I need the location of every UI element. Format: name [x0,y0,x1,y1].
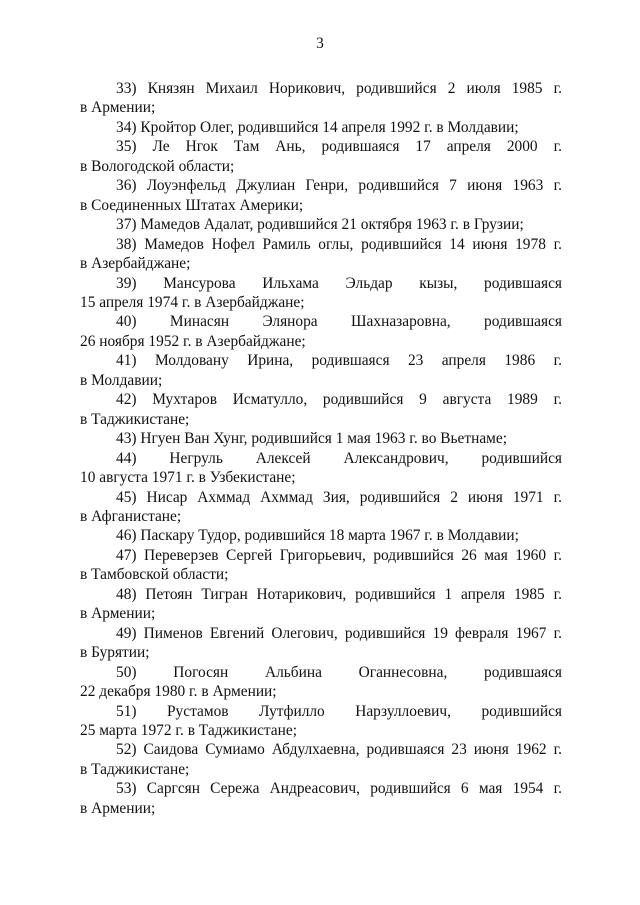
list-item [80,449,562,488]
entry-continuation-line: 25 марта 1972 г. в Таджикистане; [80,721,297,739]
entry-first-line: 46) Паскару Тудор, родившийся 18 марта 1967 г. в Молдавии; [116,527,519,545]
entry-first-line: 49) Пименов Евгений Олегович, родившийся 19 февраля 1967 г. [116,624,562,642]
list-item [80,663,562,702]
entry-first-line: 40) Минасян Элянора Шахназаровна, родившаяся [116,313,562,331]
entry-continuation-line: в Тамбовской области; [80,566,229,584]
entry-continuation-line: 10 августа 1971 г. в Узбекистане; [80,469,296,487]
entry-continuation-line: в Армении; [80,99,156,117]
list-item [80,176,562,215]
entry-continuation-line: в Афганистане; [80,507,182,525]
list-item [80,118,562,137]
list-item [80,488,562,527]
entry-first-line: 52) Саидова Сумиамо Абдулхаевна, родившаяся 23 июня 1962 г. [116,741,562,759]
entry-first-line: 51) Рустамов Лутфилло Нарзуллоевич, родившийся [116,702,562,720]
entry-continuation-line: в Вологодской области; [80,157,235,175]
entry-first-line: 53) Саргсян Сережа Андреасович, родившийся 6 мая 1954 г. [116,780,562,798]
entry-first-line: 42) Мухтаров Исматулло, родившийся 9 августа 1989 г. [116,391,562,409]
entry-first-line: 47) Переверзев Сергей Григорьевич, родившийся 26 мая 1960 г. [116,546,562,564]
list-item [80,390,562,429]
entry-continuation-line: в Таджикистане; [80,760,190,778]
list-item [80,235,562,274]
entry-continuation-line: 15 апреля 1974 г. в Азербайджане; [80,293,305,311]
entry-first-line: 41) Молдовану Ирина, родившаяся 23 апреля 1986 г. [116,352,562,370]
list-item [80,526,562,545]
entry-continuation-line: 26 ноября 1952 г. в Азербайджане; [80,332,306,350]
entry-list [80,79,562,818]
entry-first-line: 34) Кройтор Олег, родившийся 14 апреля 1992 г. в Молдавии; [116,118,519,136]
entry-continuation-line: в Молдавии; [80,371,163,389]
entry-first-line: 45) Нисар Ахммад Ахммад Зия, родившийся 2 июня 1971 г. [116,488,562,506]
entry-first-line: 44) Негруль Алексей Александрович, родившийся [116,449,562,467]
entry-continuation-line: в Бурятии; [80,644,150,662]
entry-first-line: 38) Мамедов Нофел Рамиль оглы, родившийся 14 июня 1978 г. [116,235,562,253]
entry-first-line: 37) Мамедов Адалат, родившийся 21 октября 1963 г. в Грузии; [116,216,524,234]
list-item [80,740,562,779]
list-item [80,351,562,390]
entry-first-line: 33) Князян Михаил Норикович, родившийся 2 июля 1985 г. [116,80,562,97]
list-item [80,429,562,448]
list-item [80,274,562,313]
page-number: 3 [316,35,324,52]
entry-continuation-line: в Армении; [80,605,156,623]
entry-continuation-line: в Армении; [80,799,156,817]
list-item [80,779,562,818]
entry-first-line: 36) Лоуэнфельд Джулиан Генри, родившийся 7 июня 1963 г. [116,177,562,195]
list-item [80,546,562,585]
entry-first-line: 43) Нгуен Ван Хунг, родившийся 1 мая 1963 г. во Вьетнаме; [116,430,507,448]
list-item [80,215,562,234]
entry-first-line: 39) Мансурова Ильхама Эльдар кызы, родившаяся [116,274,562,292]
entry-first-line: 50) Погосян Альбина Оганнесовна, родившаяся [116,663,562,681]
list-item [80,585,562,624]
list-item [80,312,562,351]
entry-continuation-line: 22 декабря 1980 г. в Армении; [80,683,277,701]
entry-first-line: 48) Петоян Тигран Нотарикович, родившийся 1 апреля 1985 г. [116,585,562,603]
entry-continuation-line: в Соединенных Штатах Америки; [80,196,304,214]
entry-continuation-line: в Таджикистане; [80,410,190,428]
entry-first-line: 35) Ле Нгок Там Ань, родившаяся 17 апреля 2000 г. [116,138,562,156]
entry-continuation-line: в Азербайджане; [80,255,191,273]
list-item [80,137,562,176]
list-item [80,702,562,741]
list-item [80,624,562,663]
list-item [80,79,562,118]
